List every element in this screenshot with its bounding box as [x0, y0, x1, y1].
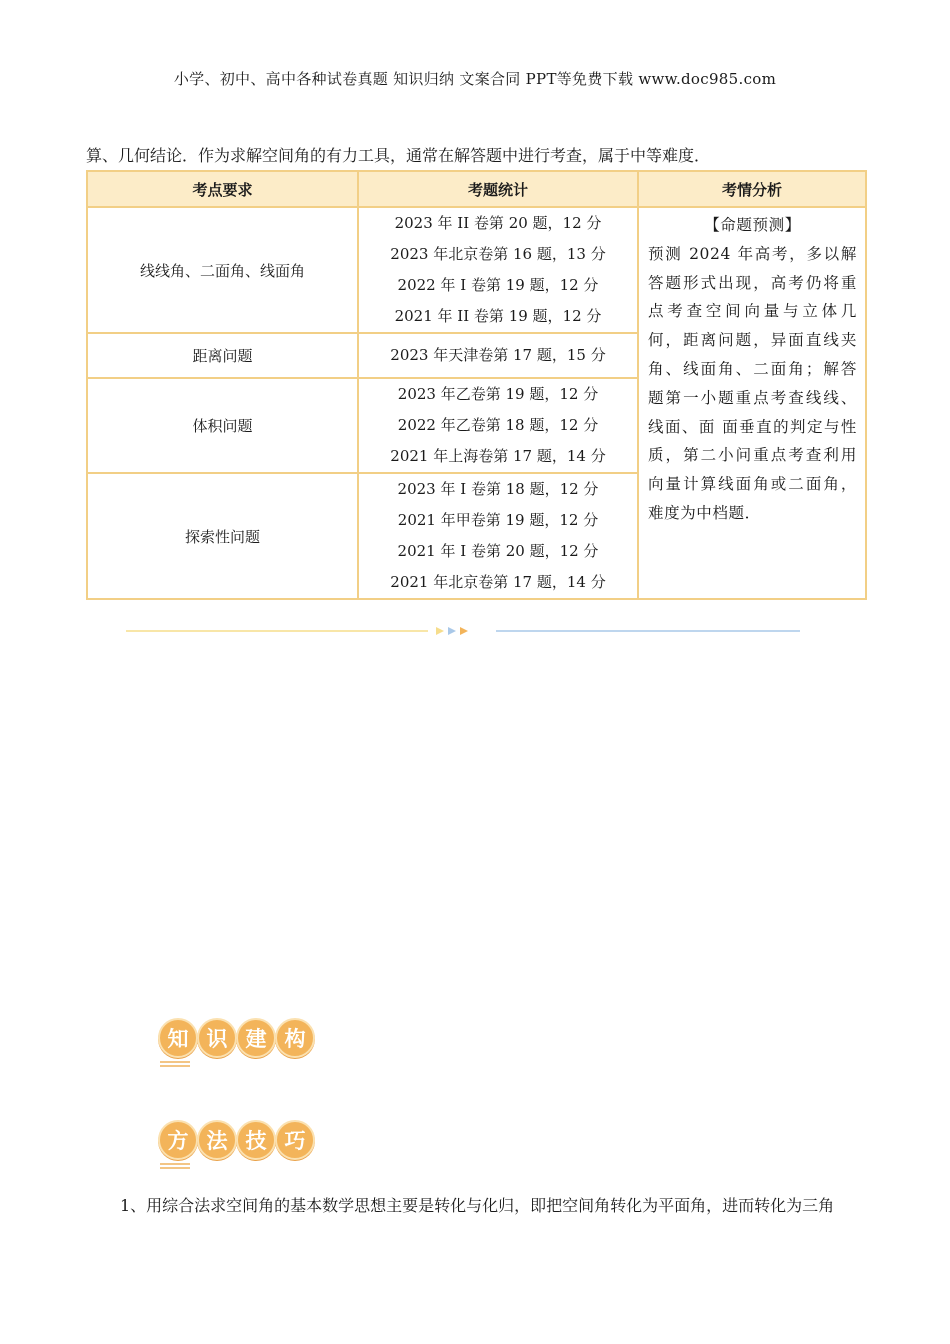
stat-line: 2021 年 II 卷第 19 题，12 分: [394, 307, 602, 325]
stat-line: 2023 年 I 卷第 18 题，12 分: [397, 480, 599, 498]
header-requirements: 考点要求: [87, 171, 358, 207]
stat-line: 2022 年乙卷第 18 题，12 分: [397, 416, 599, 434]
stat-line: 2023 年天津卷第 17 题，15 分: [390, 346, 606, 364]
badge-char: 技: [236, 1120, 276, 1160]
arrow-icon: [460, 627, 468, 635]
stats-cell: [358, 333, 638, 378]
badge-char: 法: [197, 1120, 237, 1160]
analysis-cell: [638, 207, 866, 599]
arrow-icon: [436, 627, 444, 635]
analysis-text: 预测 2024 年高考，多以解答题形式出现，高考仍将重点考查空间向量与立体几何，距离问题，异面直线夹角、线面角、二面角；解答题第一小题重点考查线线、线面、面 面垂直的判定与性质，第二小问重点考查利用向量计算线面角或二面角，难度为中档题．: [648, 244, 857, 522]
topic-cell: 探索性问题: [87, 473, 358, 599]
stats-cell: [358, 378, 638, 473]
badge-char: 知: [158, 1018, 198, 1058]
badge-char: 建: [236, 1018, 276, 1058]
exam-analysis-table: [86, 170, 867, 600]
method-paragraph: 1、用综合法求空间角的基本数学思想主要是转化与化归，即把空间角转化为平面角，进而转化为三角: [120, 1196, 835, 1215]
method-tips-badge: [158, 1120, 314, 1160]
knowledge-structure-badge: [158, 1018, 314, 1058]
stats-cell: [358, 473, 638, 599]
badge-char: 巧: [275, 1120, 315, 1160]
stat-line: 2023 年 II 卷第 20 题，12 分: [394, 214, 602, 232]
header-statistics: 考题统计: [358, 171, 638, 207]
stat-line: 2021 年北京卷第 17 题，14 分: [390, 573, 606, 591]
badge-underline: [160, 1163, 190, 1171]
stat-line: 2023 年北京卷第 16 题，13 分: [390, 245, 606, 263]
stat-line: 2023 年乙卷第 19 题，12 分: [397, 385, 599, 403]
page-header: 小学、初中、高中各种试卷真题 知识归纳 文案合同 PPT等免费下载 www.doc985.com: [173, 70, 777, 88]
badge-char: 构: [275, 1018, 315, 1058]
badge-char: 方: [158, 1120, 198, 1160]
stat-line: 2022 年 I 卷第 19 题，12 分: [397, 276, 599, 294]
topic-cell: 线线角、二面角、线面角: [87, 207, 358, 333]
stats-cell: [358, 207, 638, 333]
stat-line: 2021 年甲卷第 19 题，12 分: [397, 511, 599, 529]
stat-line: 2021 年上海卷第 17 题，14 分: [390, 447, 606, 465]
topic-cell: 距离问题: [87, 333, 358, 378]
badge-char: 识: [197, 1018, 237, 1058]
badge-underline: [160, 1061, 190, 1069]
arrow-icon: [448, 627, 456, 635]
analysis-title: 【命题预测】: [704, 216, 801, 234]
header-analysis: 考情分析: [638, 171, 866, 207]
stat-line: 2021 年 I 卷第 20 题，12 分: [397, 542, 599, 560]
topic-cell: 体积问题: [87, 378, 358, 473]
section-divider: [126, 622, 800, 640]
intro-text: 算、几何结论．作为求解空间角的有力工具，通常在解答题中进行考查，属于中等难度．: [86, 146, 711, 165]
